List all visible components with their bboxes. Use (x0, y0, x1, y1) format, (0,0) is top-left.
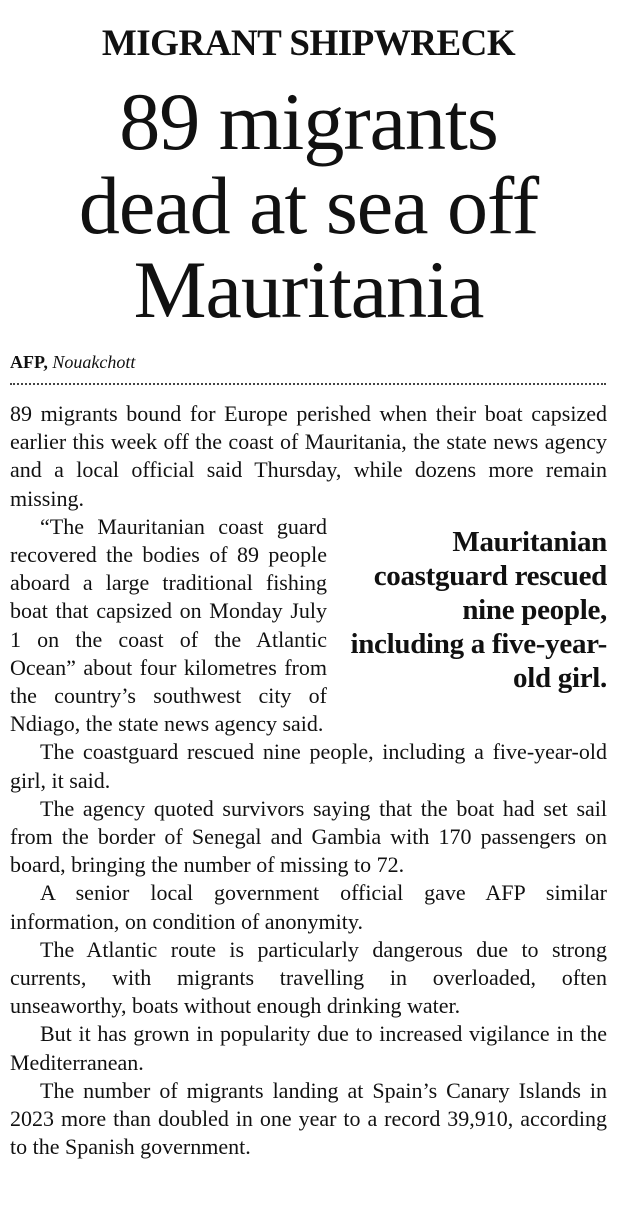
headline-line-3: Mauritania (133, 244, 484, 335)
body-paragraph-2: “The Mauritanian coast guard recovered the bodies of 89 people aboard a large traditional fishing boat that capsized on Monday July 1 on the coast of the Atlantic Ocean” about four kilometres from the country’s southwest city of Ndiago, the state news agency said. (10, 513, 327, 737)
article-body (10, 400, 607, 1161)
byline-agency: AFP, (10, 352, 48, 372)
section-kicker: MIGRANT SHIPWRECK (101, 23, 516, 64)
headline-line-1: 89 migrants (119, 76, 498, 167)
byline-dateline: Nouakchott (52, 352, 136, 372)
dotted-divider (10, 383, 606, 385)
headline (0, 76, 617, 335)
body-paragraph-1: 89 migrants bound for Europe perished when their boat capsized earlier this week off the coast of Mauritania, the state news agency and a local official said Thursday, while dozens more remain missing. (10, 401, 607, 511)
body-paragraph-3: The coastguard rescued nine people, including a five-year-old girl, it said. (10, 739, 607, 793)
body-paragraph-4: The agency quoted survivors saying that the boat had set sail from the border of Senegal and Gambia with 170 passengers on board, bringing the number of missing to 72. (10, 795, 607, 878)
headline-line-2: dead at sea off (78, 160, 539, 251)
byline (10, 350, 135, 374)
body-paragraph-5: A senior local government official gave AFP similar information, on condition of anonymity. (10, 880, 607, 934)
pull-quote: Mauritanian coastguard rescued nine people, including a five-year-old girl. (350, 525, 607, 694)
body-paragraph-6: The Atlantic route is particularly dangerous due to strong currents, with migrants travelling in overloaded, often unseaworthy, boats without enough drinking water. (10, 936, 607, 1019)
body-paragraph-7: But it has grown in popularity due to increased vigilance in the Mediterranean. (10, 1021, 607, 1075)
body-paragraph-8: The number of migrants landing at Spain’s Canary Islands in 2023 more than doubled in one year to a record 39,910, according to the Spanish government. (10, 1077, 607, 1160)
